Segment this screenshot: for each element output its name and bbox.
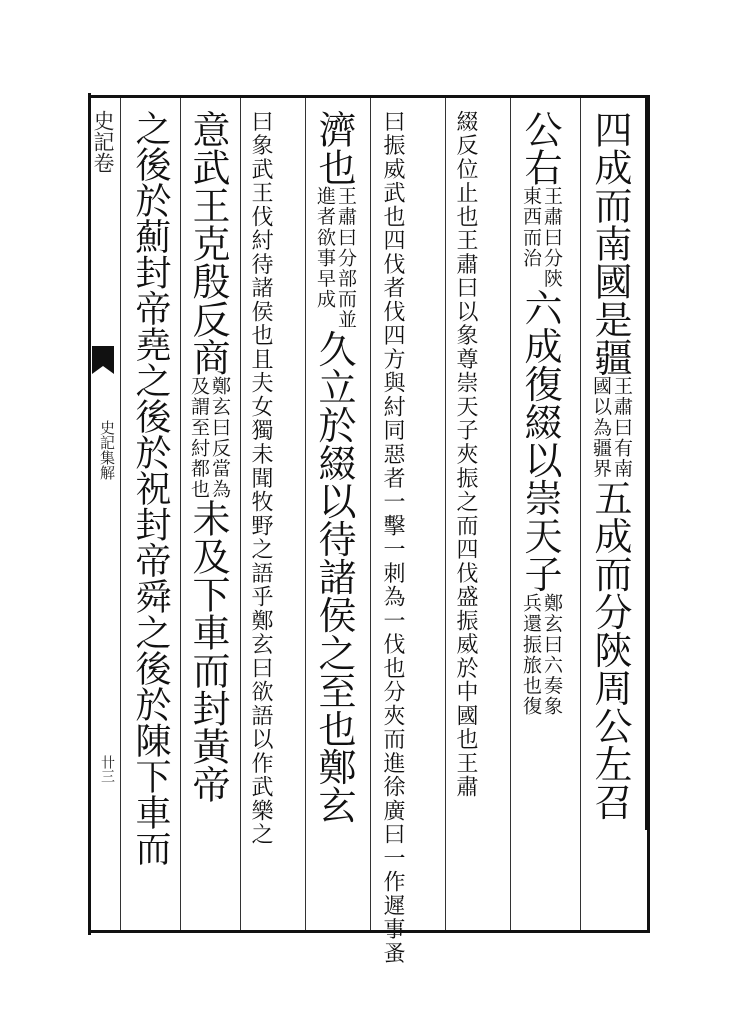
column-5-tail: 久立於綴以待諸侯之至也鄭玄 <box>312 329 356 824</box>
column-7-note-b: 及謂至紂都也 <box>188 376 210 500</box>
column-rule <box>240 98 241 930</box>
column-2-note <box>520 593 562 716</box>
margin-book-title: 史記集解 <box>98 420 116 480</box>
margin-frame <box>88 93 118 935</box>
column-2-note-a: 鄭玄曰六奏象 <box>541 592 563 716</box>
column-7-note-a: 鄭玄曰反當為 <box>209 376 231 500</box>
column-rule <box>370 98 371 930</box>
column-7-note <box>188 376 230 499</box>
column-rule <box>120 98 121 930</box>
column-rule <box>305 98 306 930</box>
column-1-note-line-a: 王肅曰有南 <box>611 376 633 479</box>
column-2-lead-note-b: 東西而治 <box>520 186 542 269</box>
column-7-pre: 意 <box>186 110 230 148</box>
column-2-lead-note-a: 王肅曰分陝 <box>541 186 563 289</box>
text-column-8: 之後於薊封帝堯之後於祝封帝舜之後於陳下車而 <box>130 110 171 866</box>
column-7-main: 武王克殷反商 <box>186 148 230 376</box>
column-7-tail: 未及下車而封黃帝 <box>186 499 230 804</box>
column-5-note-b: 進者欲事早成 <box>314 186 336 310</box>
text-column-3: 綴反位止也王肅曰以象尊崇天子夾振之而四伐盛振威於中國也王肅 <box>453 110 478 800</box>
column-1-tail: 五成而分陝周公左召 <box>588 478 632 821</box>
margin-page-number: 卄三 <box>99 755 115 783</box>
column-2-lead: 公右 <box>518 110 562 186</box>
text-column-5 <box>312 110 356 920</box>
column-5-note-a: 王肅曰分部而並 <box>335 186 357 330</box>
text-column-4: 曰振威武也四伐者伐四方與紂同惡者一擊一刺為一伐也分夾而進徐廣曰一作遲事蚤 <box>380 110 405 966</box>
column-2-lead-note <box>520 186 562 289</box>
column-5-main: 濟也 <box>312 110 356 186</box>
text-column-1 <box>588 110 632 920</box>
text-column-6: 曰象武王伐紂待諸侯也且夫女獨未聞牧野之語乎鄭玄曰欲語以作武樂之 <box>248 110 273 847</box>
column-1-note <box>590 376 632 479</box>
column-2-main: 六成復綴以崇天子 <box>518 288 562 593</box>
column-1-note-line-b: 國以為疆界 <box>590 376 612 479</box>
column-1-main: 四成而南國是疆 <box>588 110 632 376</box>
column-rule <box>510 98 511 930</box>
column-rule <box>180 98 181 930</box>
column-2-note-b: 兵還振旅也復 <box>520 592 542 716</box>
margin-title: 史記卷 <box>91 110 115 173</box>
text-column-2 <box>518 110 562 920</box>
text-column-7 <box>186 110 230 920</box>
column-rule <box>580 98 581 930</box>
column-5-note <box>314 186 356 330</box>
fishtail-mark <box>92 346 114 366</box>
column-rule <box>445 98 446 930</box>
frame-right-edge <box>645 95 650 830</box>
